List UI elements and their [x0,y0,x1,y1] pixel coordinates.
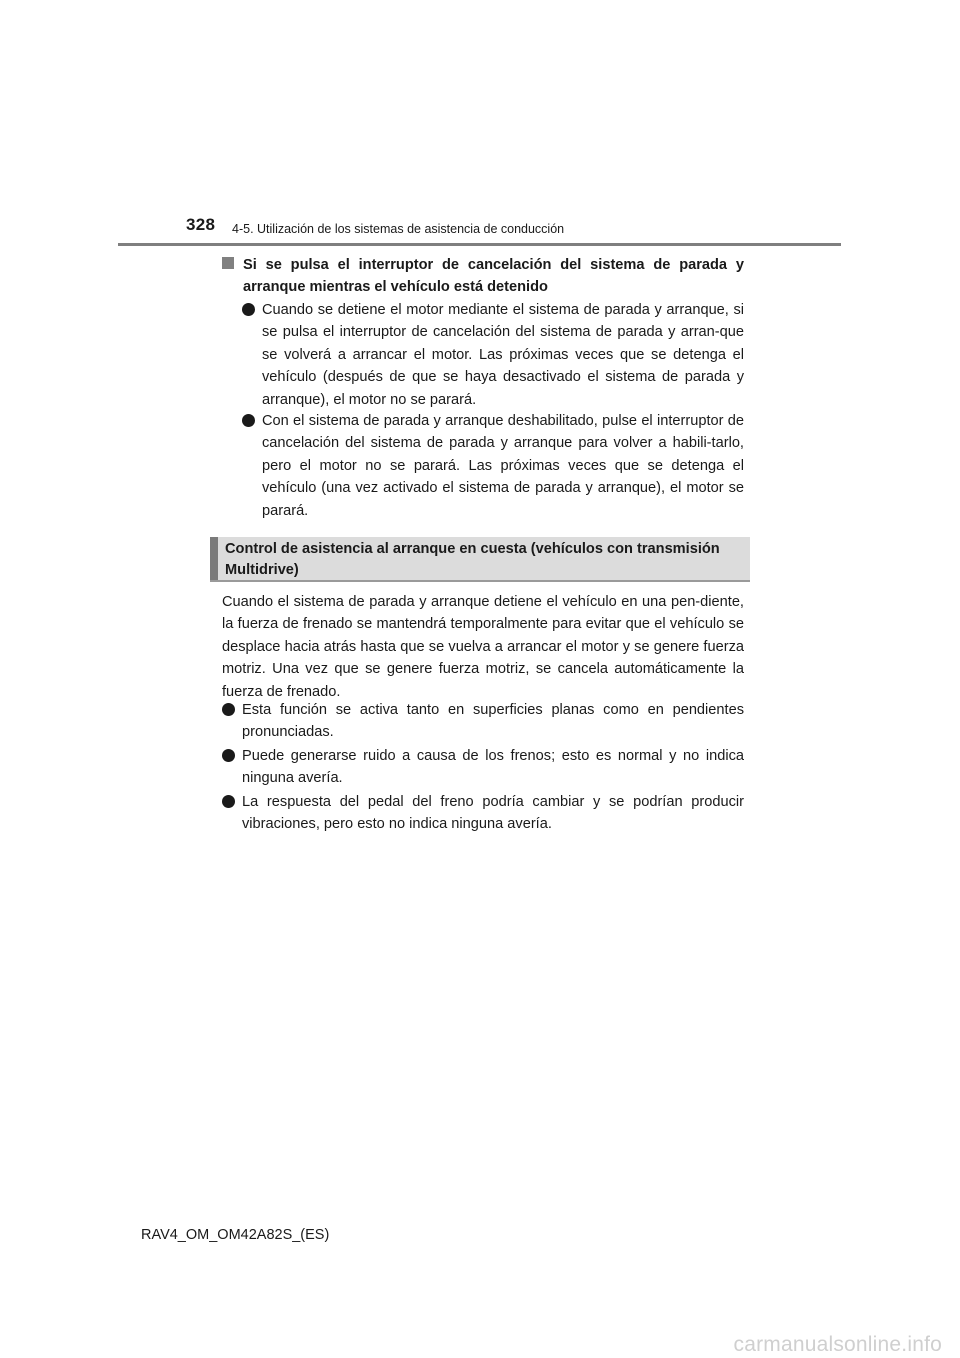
watermark: carmanualsonline.info [733,1333,942,1356]
bullet-text: La respuesta del pedal del freno podría cambiar y se podrían producir vibraciones, pero esto no indica ninguna avería. [242,794,744,833]
header-rule [118,243,841,246]
list-item [222,745,744,790]
bullet-dot-icon [242,414,255,427]
page-number: 328 [186,215,216,234]
bullet-dot-icon [222,795,235,808]
section-intro: Cuando el sistema de parada y arranque detiene el vehículo en una pen-diente, la fuerza de frenado se mantendrá temporalmente para evitar que el vehículo se desplace hacia atrás hasta que se vuelva a arrancar el motor y se genere fuerza motriz. Una vez que se genere fuerza motriz, se cancela automáticamente la fuerza de frenado. [222,594,744,700]
bullet-text: Con el sistema de parada y arranque deshabilitado, pulse el interruptor de cancelación del sistema de parada y arranque para volver a habili-tarlo, pero el motor no se parará. Las próximas veces que se detenga el vehículo (una vez activado el sistema de parada y arranque), el motor se parará. [262,413,744,519]
section-title: 4-5. Utilización de los sistemas de asistencia de conducción [232,222,565,236]
footer-doc-code: RAV4_OM_OM42A82S_(ES) [141,1227,330,1243]
bullet-text: Puede generarse ruido a causa de los frenos; esto es normal y no indica ninguna avería. [242,748,744,787]
list-item [242,299,744,411]
bullet-text: Esta función se activa tanto en superficies planas como en pendientes pronunciadas. [242,702,744,741]
subsection-heading [222,254,744,298]
bullet-dot-icon [222,749,235,762]
subsection-title: Si se pulsa el interruptor de cancelación del sistema de parada y arranque mientras el vehículo está detenido [243,257,744,295]
list-item [222,699,744,744]
section-heading: Control de asistencia al arranque en cuesta (vehículos con transmisión Multidrive) [225,541,720,578]
section-heading-box [210,537,750,582]
bullet-text: Cuando se detiene el motor mediante el sistema de parada y arranque, si se pulsa el interruptor de cancelación del sistema de parada y arran-que se volverá a arrancar el motor. Las próximas veces que se detenga el vehículo (después de que se haya desactivado el sistema de parada y arranque), el motor no se parará. [262,302,744,408]
bullet-dot-icon [222,703,235,716]
bullet-dot-icon [242,303,255,316]
list-item [242,410,744,522]
square-bullet-icon [222,257,234,269]
heading-bar [210,537,218,580]
list-item [222,791,744,836]
